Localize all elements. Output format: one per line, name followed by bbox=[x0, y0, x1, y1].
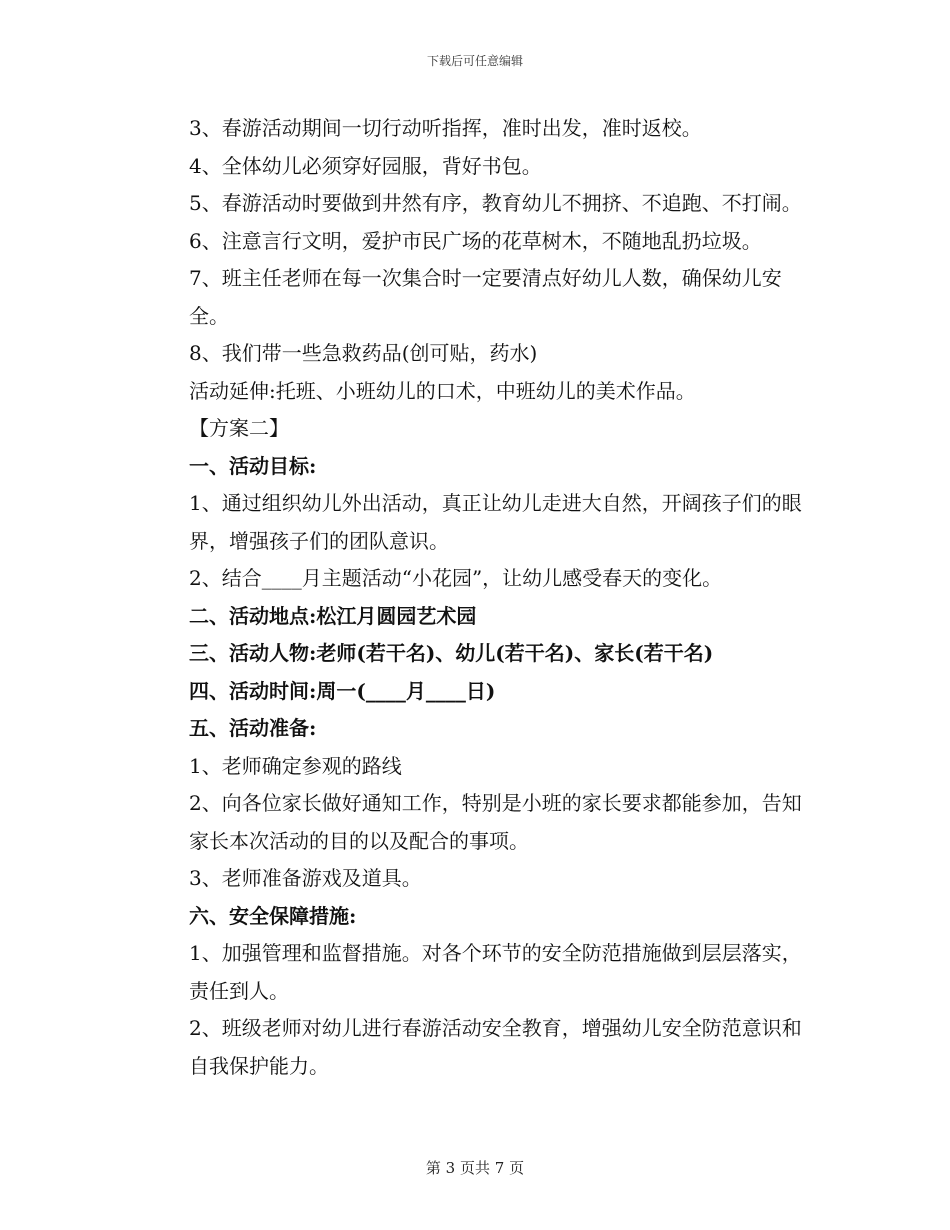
page-header-note: 下载后可任意编辑 bbox=[426, 54, 523, 68]
section-heading: 二、活动地点:松江月圆园艺术园 bbox=[189, 603, 477, 628]
section-heading: 一、活动目标: bbox=[189, 453, 317, 478]
list-item: 2、向各位家长做好通知工作，特别是小班的家长要求都能参加，告知家长本次活动的目的以及配合的事项。 bbox=[189, 791, 802, 853]
document-body bbox=[141, 110, 811, 1085]
list-item: 8、我们带一些急救药品(创可贴，药水) bbox=[189, 341, 538, 365]
list-item: 1、老师确定参观的路线 bbox=[189, 753, 402, 778]
list-item: 1、加强管理和监督措施。对各个环节的安全防范措施做到层层落实，责任到人。 bbox=[189, 941, 802, 1003]
activity-extension: 活动延伸:托班、小班幼儿的口术，中班幼儿的美术作品。 bbox=[189, 378, 696, 403]
plan-heading: 【方案二】 bbox=[189, 416, 289, 440]
list-item: 2、结合____月主题活动“小花园”，让幼儿感受春天的变化。 bbox=[189, 566, 723, 590]
list-item: 3、春游活动期间一切行动听指挥，准时出发，准时返校。 bbox=[189, 116, 702, 140]
list-item: 2、班级老师对幼儿进行春游活动安全教育，增强幼儿安全防范意识和自我保护能力。 bbox=[189, 1016, 802, 1078]
page-number: 第 3 页共 7 页 bbox=[425, 1159, 525, 1177]
list-item: 6、注意言行文明，爱护市民广场的花草树木，不随地乱扔垃圾。 bbox=[189, 228, 762, 253]
list-item: 5、春游活动时要做到井然有序，教育幼儿不拥挤、不追跑、不打闹。 bbox=[189, 191, 802, 215]
section-heading: 六、安全保障措施: bbox=[189, 903, 357, 928]
section-heading: 五、活动准备: bbox=[189, 716, 317, 740]
list-item: 4、全体幼儿必须穿好园服，背好书包。 bbox=[189, 153, 542, 178]
section-heading: 三、活动人物:老师(若干名)、幼儿(若干名)、家长(若干名) bbox=[189, 641, 714, 665]
section-heading: 四、活动时间:周一(____月____日) bbox=[189, 678, 496, 703]
list-item: 1、通过组织幼儿外出活动，真正让幼儿走进大自然，开阔孩子们的眼界，增强孩子们的团队意识。 bbox=[189, 491, 802, 553]
list-item: 3、老师准备游戏及道具。 bbox=[189, 866, 422, 890]
list-item: 7、班主任老师在每一次集合时一定要清点好幼儿人数，确保幼儿安全。 bbox=[189, 266, 782, 328]
